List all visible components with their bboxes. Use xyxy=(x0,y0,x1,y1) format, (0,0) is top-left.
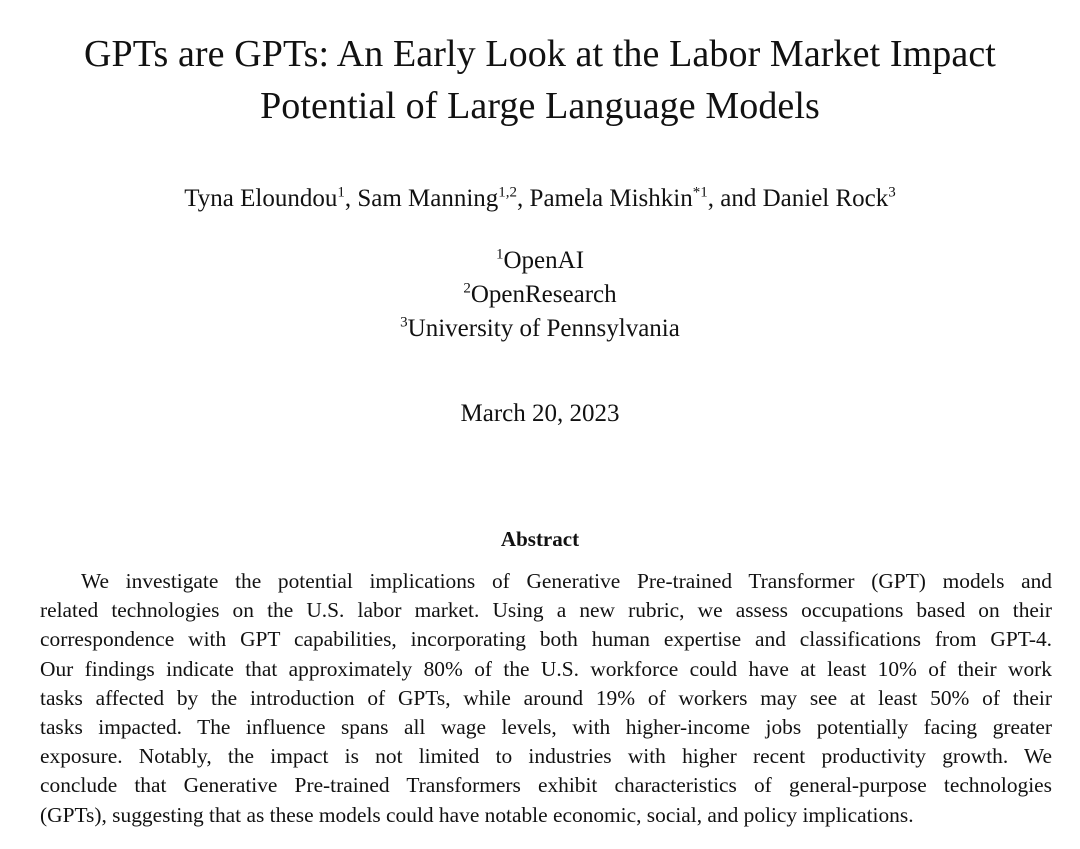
abstract-heading: Abstract xyxy=(500,527,580,551)
abstract-line: tasks impacted. The influence spans all wage levels, with higher-income jobs potentially facing greater xyxy=(40,715,1052,740)
abstract-line: Our findings indicate that approximately 80% of the U.S. workforce could have at least 10% of their work xyxy=(40,656,1052,681)
author-name: Pamela Mishkin xyxy=(529,185,693,212)
author-name: Daniel Rock xyxy=(762,185,889,212)
abstract-line: related technologies on the U.S. labor market. Using a new rubric, we assess occupations based on their xyxy=(40,598,1052,623)
author-affiliation-mark: *1 xyxy=(692,184,708,201)
affiliation-list xyxy=(0,244,1080,346)
affiliation xyxy=(0,278,1080,312)
author-name: Tyna Eloundou xyxy=(184,185,338,212)
author-affiliation-mark: 1 xyxy=(337,184,345,201)
abstract-text xyxy=(40,567,1052,830)
affiliation xyxy=(0,244,1080,278)
abstract-line: tasks affected by the introduction of GPTs, while around 19% of workers may see at least 50% of their xyxy=(40,685,1052,710)
title-line: Potential of Large Language Models xyxy=(260,85,820,127)
abstract-line: We investigate the potential implications of Generative Pre-trained Transformer (GPT) models and xyxy=(81,569,1052,593)
author-affiliation-mark: 1,2 xyxy=(498,184,518,201)
abstract-line: (GPTs), suggesting that as these models could have notable economic, social, and policy implications. xyxy=(40,802,914,827)
affiliation-name: University of Pennsylvania xyxy=(407,315,680,342)
abstract-line: exposure. Notably, the impact is not limited to industries with higher recent productivity growth. We xyxy=(40,744,1052,769)
affiliation xyxy=(0,312,1080,346)
author-separator: , and xyxy=(707,185,763,212)
affiliation-mark: 2 xyxy=(463,280,471,297)
paper-title xyxy=(0,28,1080,132)
publication-date: March 20, 2023 xyxy=(460,400,620,427)
abstract-line: correspondence with GPT capabilities, incorporating both human expertise and classifications from GPT-4. xyxy=(40,627,1052,652)
author-separator: , xyxy=(344,185,358,212)
author-separator: , xyxy=(517,185,530,212)
author-affiliation-mark: 3 xyxy=(888,184,896,201)
title-line: GPTs are GPTs: An Early Look at the Labor Market Impact xyxy=(84,33,996,75)
author-list xyxy=(0,182,1080,216)
affiliation-name: OpenResearch xyxy=(470,281,617,308)
affiliation-name: OpenAI xyxy=(503,247,585,274)
abstract-line: conclude that Generative Pre-trained Transformers exhibit characteristics of general-purpose technologies xyxy=(40,773,1052,798)
affiliation-mark: 1 xyxy=(495,246,504,263)
author-name: Sam Manning xyxy=(357,185,499,212)
affiliation-mark: 3 xyxy=(400,314,408,331)
